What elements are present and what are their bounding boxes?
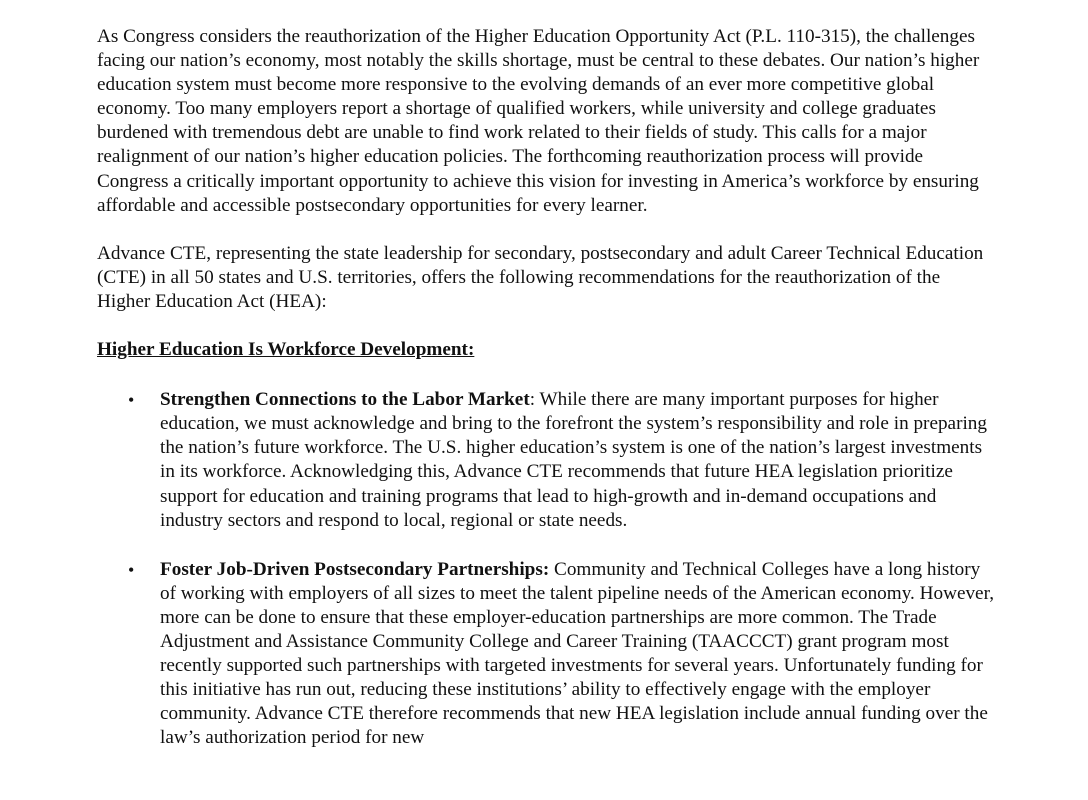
recommendations-list xyxy=(97,388,997,750)
recommendation-text: Community and Technical Colleges have a long history of working with employers of all sizes to meet the talent pipeline needs of the American economy. However, more can be done to ensure that these employer-education partnerships are more common. The Trade Adjustment and Assistance Community College and Career Training (TAACCCT) grant program most recently supported such partnerships with targeted investments for several years. Unfortunately funding for this initiative has run out, reducing these institutions’ ability to effectively engage with the employer community. Advance CTE therefore recommends that new HEA legislation include annual funding over the law’s authorization period for new xyxy=(160,558,994,749)
section-heading: Higher Education Is Workforce Development: xyxy=(97,339,475,361)
bullet-icon: • xyxy=(128,390,135,411)
list-item xyxy=(97,388,997,533)
intro-paragraph: As Congress considers the reauthorization of the Higher Education Opportunity Act (P.L. 110-315), the challenges facing our nation’s economy, most notably the skills shortage, must be central to these debates. Our nation’s higher education system must become more responsive to the evolving demands of an ever more competitive global economy. Too many employers report a shortage of qualified workers, while university and college graduates burdened with tremendous debt are unable to find work related to their fields of study. This calls for a major realignment of our nation’s higher education policies. The forthcoming reauthorization process will provide Congress a critically important opportunity to achieve this vision for investing in America’s workforce by ensuring affordable and accessible postsecondary opportunities for every learner. xyxy=(97,26,980,216)
advance-cte-paragraph: Advance CTE, representing the state leadership for secondary, postsecondary and adult Career Technical Education (CTE) in all 50 states and U.S. territories, offers the following recommendations for the reauthorization of the Higher Education Act (HEA): xyxy=(97,242,984,312)
list-item xyxy=(97,558,997,751)
document-page xyxy=(97,25,997,775)
bullet-icon: • xyxy=(128,559,135,580)
recommendation-text: While there are many important purposes for higher education, we must acknowledge and bring to the forefront the system’s responsibility and role in preparing the nation’s future workforce. The U.S. higher education’s system is one of the nation’s largest investments in its workforce. Acknowledging this, Advance CTE recommends that future HEA legislation prioritize support for education and training programs that lead to high-growth and in-demand occupations and industry sectors and respond to local, regional or state needs. xyxy=(160,389,987,531)
recommendation-separator: : xyxy=(529,389,540,411)
recommendation-title: Foster Job-Driven Postsecondary Partnerships: xyxy=(160,558,550,580)
recommendation-title: Strengthen Connections to the Labor Market xyxy=(160,389,530,411)
